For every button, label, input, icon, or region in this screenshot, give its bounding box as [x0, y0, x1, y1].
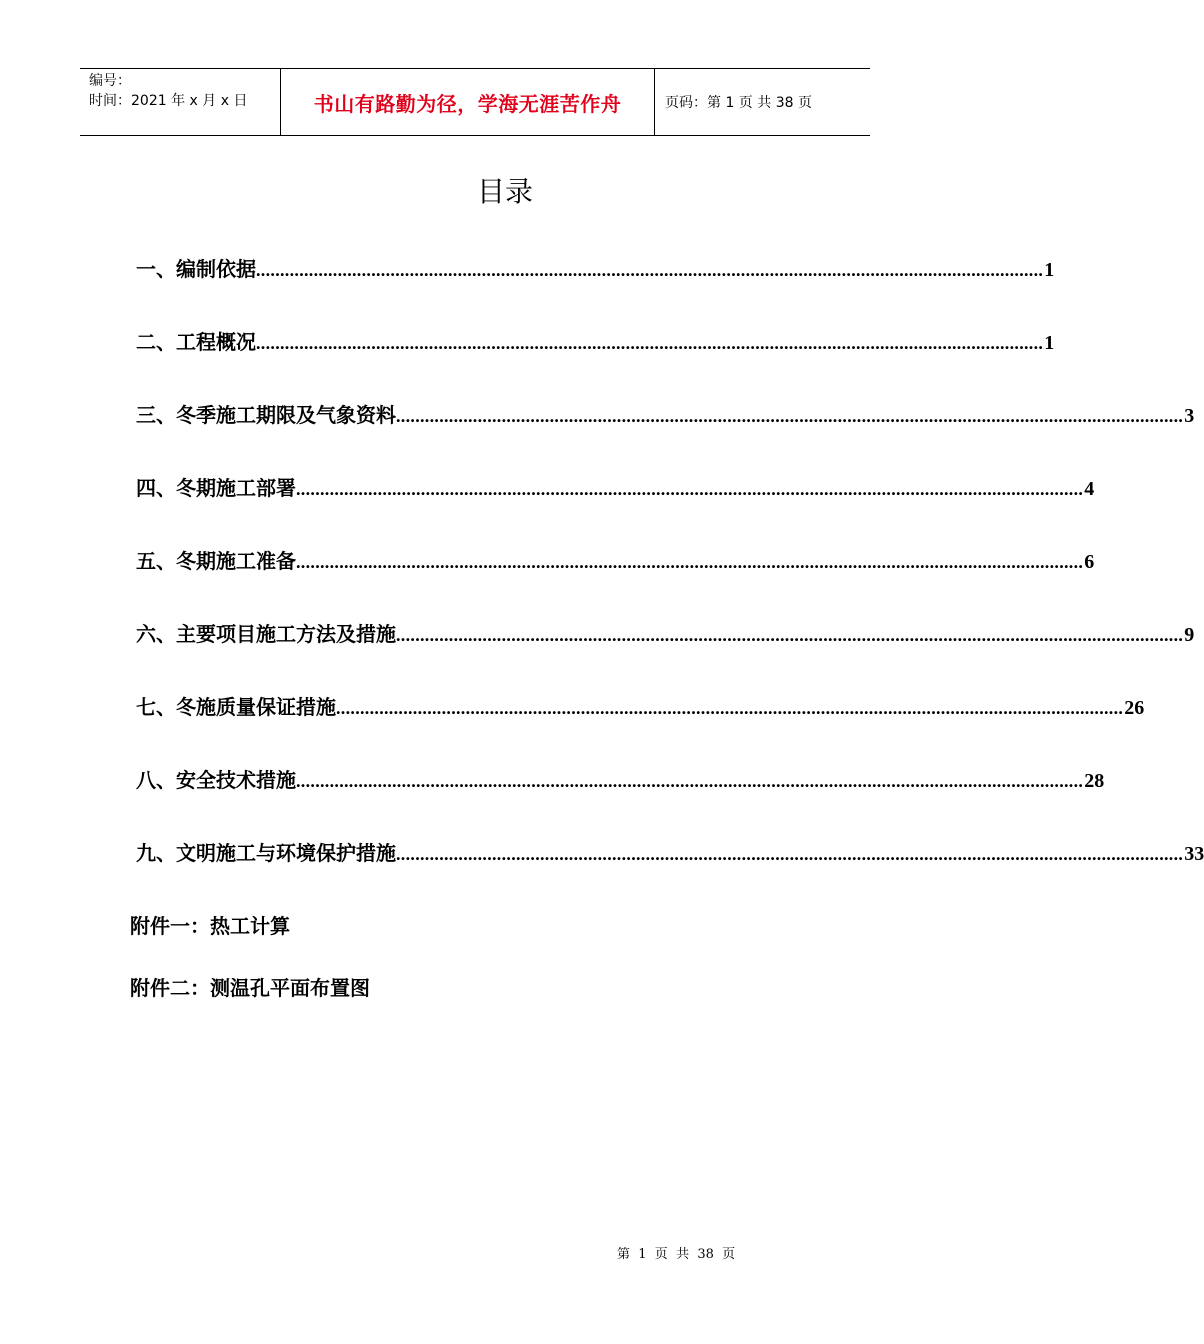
toc-leader-dots: .................................................................................................................................................................... [256, 333, 1044, 353]
toc-entry[interactable] [136, 620, 1195, 648]
toc-entry-label: 九、文明施工与环境保护措施 [136, 841, 396, 865]
toc-entry-page: 9 [1184, 624, 1195, 646]
toc-entry[interactable] [136, 328, 1055, 356]
toc-leader-dots: .................................................................................................................................................................... [396, 406, 1184, 426]
toc-leader-dots: .................................................................................................................................................................... [336, 698, 1124, 718]
toc-entry-label: 四、冬期施工部署 [136, 476, 296, 500]
toc-entry[interactable] [136, 401, 1195, 429]
document-time-label: 时间：2021 年 x 月 x 日 [89, 93, 248, 109]
header-page-info: 页码：第 1 页 共 38 页 [665, 95, 812, 111]
header-page-cell [655, 69, 870, 135]
toc-leader-dots: .................................................................................................................................................................... [296, 552, 1084, 572]
toc-leader-dots: .................................................................................................................................................................... [396, 625, 1184, 645]
toc-title: 目录 [476, 175, 533, 208]
toc-entry[interactable] [136, 839, 1204, 867]
toc-entry-page: 28 [1084, 770, 1105, 792]
toc-entry-label: 一、编制依据 [136, 257, 256, 281]
toc-entry-page: 1 [1044, 332, 1055, 354]
header-meta-cell [80, 69, 281, 135]
toc-entry[interactable] [136, 255, 1055, 283]
page-footer: 第 1 页 共 38 页 [617, 1247, 736, 1262]
toc-entry-label: 八、安全技术措施 [136, 768, 296, 792]
toc-entry-page: 6 [1084, 551, 1095, 573]
appendix-item: 附件二：测温孔平面布置图 [130, 976, 370, 1000]
toc-entry-page: 26 [1124, 697, 1145, 719]
toc-entry-page: 1 [1044, 259, 1055, 281]
toc-entry-label: 三、冬季施工期限及气象资料 [136, 403, 396, 427]
toc-leader-dots: .................................................................................................................................................................... [296, 771, 1084, 791]
toc-entry-page: 4 [1084, 478, 1095, 500]
header-motto: 书山有路勤为径，学海无涯苦作舟 [313, 91, 622, 116]
document-header [80, 68, 870, 136]
appendix-item: 附件一：热工计算 [130, 914, 290, 938]
document-number-label: 编号： [89, 73, 131, 89]
toc-entry-label: 七、冬施质量保证措施 [136, 695, 336, 719]
toc-entry[interactable] [136, 547, 1095, 575]
toc-leader-dots: .................................................................................................................................................................... [256, 260, 1044, 280]
toc-entry[interactable] [136, 766, 1105, 794]
toc-leader-dots: .................................................................................................................................................................... [396, 844, 1184, 864]
header-motto-cell [281, 69, 655, 135]
toc-entry-label: 六、主要项目施工方法及措施 [136, 622, 396, 646]
toc-entry-page: 3 [1184, 405, 1195, 427]
toc-entry[interactable] [136, 693, 1145, 721]
toc-entry[interactable] [136, 474, 1095, 502]
toc-entry-page: 33 [1184, 843, 1204, 865]
toc-leader-dots: .................................................................................................................................................................... [296, 479, 1084, 499]
toc-entry-label: 二、工程概况 [136, 330, 256, 354]
toc-entry-label: 五、冬期施工准备 [136, 549, 296, 573]
